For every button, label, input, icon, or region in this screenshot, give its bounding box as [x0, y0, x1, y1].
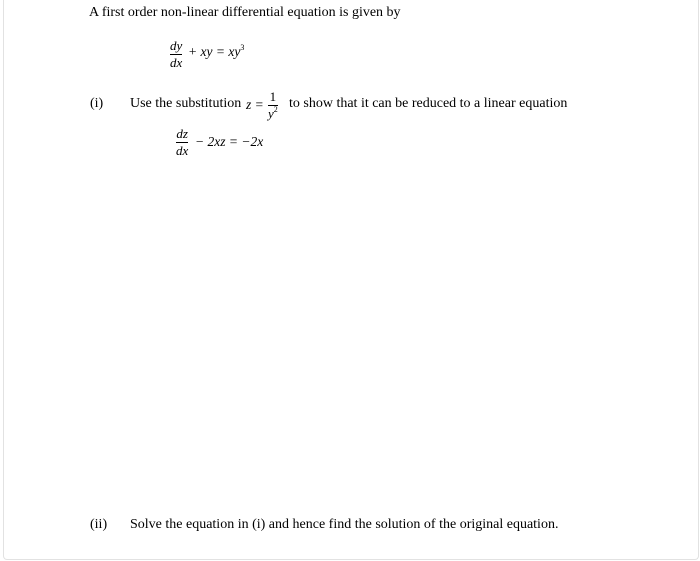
equation2-rest: − 2xz = −2x [195, 134, 264, 149]
equation2-numerator: dz [176, 126, 188, 141]
equation2-fraction [176, 127, 188, 157]
part-i-label: (i) [90, 96, 104, 111]
substitution-denominator-base: y [268, 106, 274, 121]
part-ii-text: Solve the equation in (i) and hence find the solution of the original equation. [130, 517, 559, 532]
part-i-text-before: Use the substitution [130, 96, 242, 111]
substitution-exponent: 2 [273, 105, 278, 114]
part-i-text-after: to show that it can be reduced to a linear equation [289, 96, 568, 111]
equation1-numerator: dy [170, 38, 183, 53]
equation1-rest-text: + xy = xy [188, 44, 241, 59]
question-page [3, 0, 699, 560]
substitution-fraction [268, 90, 278, 120]
substitution-numerator: 1 [269, 89, 277, 104]
equation1-fraction [170, 39, 182, 69]
equation1-exponent: 3 [240, 43, 245, 52]
substitution-lhs: z = [246, 97, 264, 112]
part-ii-label: (ii) [90, 517, 108, 532]
intro-text: A first order non-linear differential equation is given by [89, 5, 401, 20]
equation1-denominator: dx [170, 55, 183, 70]
equation2-denominator: dx [176, 143, 189, 158]
substitution-denominator [268, 107, 278, 120]
equation1-rest [188, 44, 244, 60]
